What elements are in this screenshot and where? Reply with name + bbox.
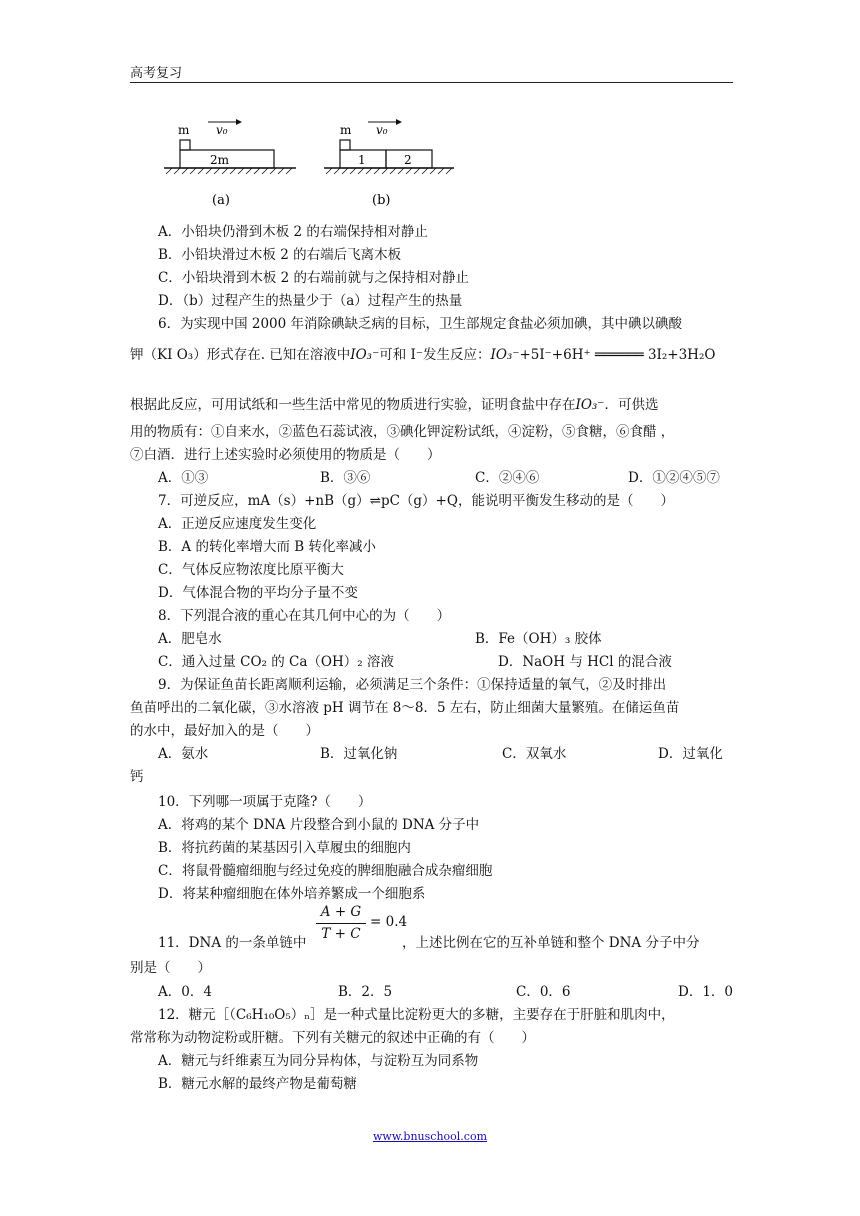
q11-line-1a: 11．DNA 的一条单链中 [158,935,307,951]
figure-a-velocity-label: v₀ [216,123,228,137]
q10-option-b: B．将抗药菌的某基因引入草履虫的细胞内 [158,840,411,856]
fraction-equals: = 0.4 [370,914,408,930]
q7-stem: 7．可逆反应，mA（s）+nB（g）⇌pC（g）+Q，能说明平衡发生移动的是（ ） [158,493,674,509]
q6-line-2b: 可和 I⁻发生反应： [379,347,491,363]
q7-option-a: A．正逆反应速度发生变化 [158,516,317,532]
q10-stem: 10．下列哪一项属于克隆?（ ） [158,794,372,810]
q6-line-3b: ．可供选 [604,397,659,413]
q6-line-2c: +5I⁻+6H⁺ ══════ 3I₂+3H₂O [519,347,716,363]
q5-option-d: D．（b）过程产生的热量少于（a）过程产生的热量 [158,293,463,309]
figure-b-mass-label: m [340,123,352,137]
q9-option-c: C．双氧水 [502,746,567,762]
figure-a-caption: (a) [212,193,230,208]
q8-option-d: D．NaOH 与 HCl 的混合液 [498,654,672,670]
q10-option-d: D．将某种瘤细胞在体外培养繁成一个细胞系 [158,886,426,902]
figure-a-mass-label: m [178,123,190,137]
q10-option-c: C．将鼠骨髓瘤细胞与经过免疫的脾细胞融合成杂瘤细胞 [158,863,493,879]
figure-b-block [340,140,350,150]
fraction-bar [316,923,366,924]
q6-line-4: 用的物质有：①自来水，②蓝色石蕊试液，③碘化钾淀粉试纸，④淀粉，⑤食糖，⑥食醋 ， [130,424,675,440]
q12-line-1: 12．糖元［（C₆H₁₀O₅）ₙ］是一种式量比淀粉更大的多糖，主要存在于肝脏和肌肉中， [158,1007,675,1023]
iodate-formula: IO₃⁻ [490,347,520,363]
q5-option-b: B．小铅块滑过木板 2 的右端后飞离木板 [158,247,402,263]
q6-line-2a: 钾（KI O₃）形式存在. 已知在溶液中 [130,347,351,363]
header-title: 高考复习 [130,66,183,81]
q7-option-b: B．A 的转化率增大而 B 转化率减小 [158,539,376,555]
footer-link[interactable]: www.bnuschool.com [372,1130,487,1143]
figure-a [164,119,296,208]
q12-option-a: A．糖元与纤维素互为同分异构体，与淀粉互为同系物 [158,1053,479,1069]
q6-line-5: ⑦白酒．进行上述实验时必须使用的物质是（ ） [130,447,441,463]
iodate-formula: IO₃⁻ [350,347,380,363]
physics-figure [160,118,460,210]
q6-option-b: B．③⑥ [320,470,371,486]
q8-option-c: C．通入过量 CO₂ 的 Ca（OH）₂ 溶液 [158,654,394,670]
q6-line-3 [130,393,658,413]
figure-a-board-label: 2m [210,153,230,167]
q9-option-d: D．过氧化 [658,746,723,762]
page-header [130,60,733,83]
q6-line-3a: 根据此反应，可用试纸和一些生活中常见的物质进行实验，证明食盐中存在 [130,397,576,413]
q6-option-c: C．②④⑥ [475,470,540,486]
q5-option-c: C．小铅块滑到木板 2 的右端前就与之保持相对静止 [158,270,470,286]
q12-line-2: 常常称为动物淀粉或肝糖。下列有关糖元的叙述中正确的有（ ） [130,1030,535,1046]
q7-option-c: C．气体反应物浓度比原平衡大 [158,562,344,578]
q9-line-3: 的水中，最好加入的是（ ） [130,723,319,739]
q6-line-2 [130,343,715,363]
q12-option-b: B．糖元水解的最终产物是葡萄糖 [158,1076,357,1092]
q8-option-b: B．Fe（OH）₃ 胶体 [475,631,602,647]
q7-option-d: D．气体混合物的平均分子量不变 [158,585,358,601]
figure-b-velocity-label: v₀ [376,123,388,137]
figure-b-board-1-label: 1 [358,153,366,167]
q9-option-a: A．氨水 [158,746,209,762]
q11-option-c: C．0．6 [516,984,571,1000]
q6-line-1: 6．为实现中国 2000 年消除碘缺乏病的目标，卫生部规定食盐必须加碘，其中碘以碘酸 [158,316,683,332]
fraction-denominator: T + C [321,926,361,942]
iodate-formula: IO₃⁻ [575,397,605,413]
figure-b-board-2-label: 2 [404,153,412,167]
q9-option-d-wrap: 钙 [130,769,144,785]
figure-b [324,119,454,208]
q9-line-1: 9．为保证鱼苗长距离顺利运输，必须满足三个条件：①保持适量的氧气，②及时排出 [158,677,667,693]
q9-line-2: 鱼苗呼出的二氧化碳，③水溶液 pH 调节在 8～8．5 左右，防止细菌大量繁殖。在储运鱼苗 [130,700,680,716]
q11-option-b: B．2．5 [338,984,393,1000]
q11-option-d: D．1．0 [678,984,734,1000]
figure-a-block [180,140,190,150]
q11-line-2: 别是（ ） [130,960,211,976]
q9-option-b: B．过氧化钠 [320,746,398,762]
figure-b-caption: (b) [372,193,391,208]
q5-option-a: A．小铅块仍滑到木板 2 的右端保持相对静止 [158,224,428,240]
q8-stem: 8．下列混合液的重心在其几何中心的为（ ） [158,608,451,624]
q11-line-1b: ，上述比例在它的互补单链和整个 DNA 分子中分 [402,935,700,951]
q6-option-a: A．①③ [158,470,209,486]
q11-option-a: A．0．4 [158,984,212,1000]
page-footer [0,1130,860,1143]
fraction-numerator: A + G [320,904,362,920]
q6-option-d: D．①②④⑤⑦ [628,470,720,486]
q8-option-a: A．肥皂水 [158,631,222,647]
q10-option-a: A．将鸡的某个 DNA 片段整合到小鼠的 DNA 分子中 [158,817,480,833]
